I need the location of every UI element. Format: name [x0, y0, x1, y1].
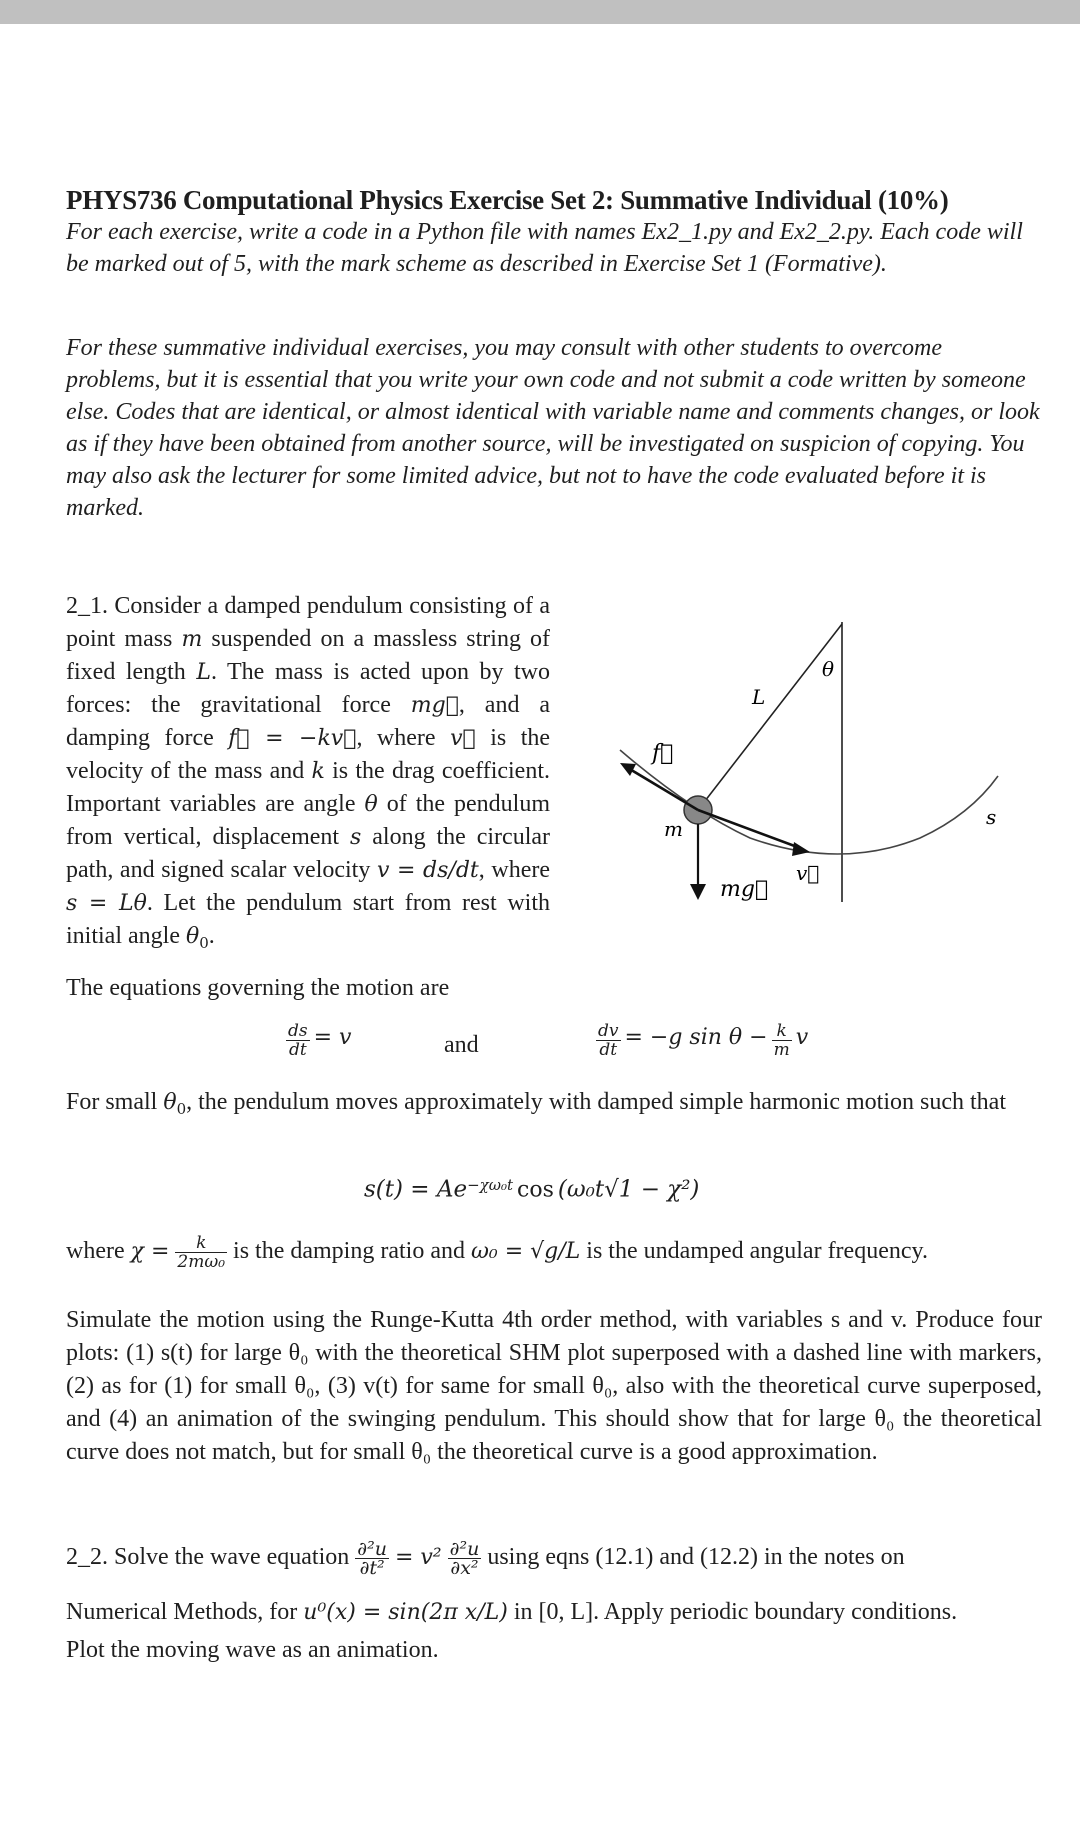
shm-equation: $s(t) = Ae^{-\chi\omega_0t}$ cos (ω₀t√1 − χ²)	[364, 1176, 700, 1203]
exercise-2-2-line-1: 2_2. Solve the wave equation $\frac{\text{∂²u}}{\text{∂t²}}$ = v² $\frac{\text{∂²u}}{\text{∂x²}}$ using eqns (12.1) and (12.2) in the notes on	[66, 1538, 905, 1579]
exercise-2-1-paragraph: 2_1. Consider a damped pendulum consisting of a point mass m suspended on a massless string of fixed length L. The mass is acted upon by two forces: the gravitational force mg⃗, and a damping force f⃗ = −kv⃗, where v⃗ is the velocity of the mass and k is the drag coefficient. Important variables are angle θ of the pendulum from vertical, displacement s along the circular path, and signed scalar velocity v = ds/dt, where s = Lθ. Let the pendulum start from rest with initial angle $\theta_0$.	[66, 593, 551, 952]
damping-force-arrow	[628, 768, 698, 810]
intro-paragraph-1: For each exercise, write a code in a Python file with names Ex2_1.py and Ex2_2.py. Each code will be marked out of 5, with the mark scheme as described in Exercise Set 1 (Formative).	[66, 219, 1023, 277]
damping-force-arrowhead	[620, 763, 636, 776]
exercise-2-2-line-3: Plot the moving wave as an animation.	[66, 1637, 439, 1663]
velocity-arrow	[698, 810, 800, 848]
intro-paragraph-2: For these summative individual exercises, you may consult with other students to overcome problems, but it is essential that you write your own code and not submit a code written by someone else. Codes that are identical, or almost identical with variable name and comments changes, or look as if they have been obtained from another source, will be investigated on suspicion of copying. You may also ask the lecturer for some limited advice, but not to have the code evaluated before it is marked.	[66, 335, 1040, 521]
simulate-paragraph: Simulate the motion using the Runge-Kutta 4th order method, with variables s and v. Produce four plots: (1) s(t) for large θ₀ with the theoretical SHM plot superposed with a dashed line with markers, (2) as for (1) for small θ₀, (3) v(t) for same for small θ₀, also with the theoretical curve superposed, and (4) an animation of the swinging pendulum. This should show that for large θ₀ the theoretical curve does not match, but for small θ₀ the theoretical curve is a good approximation.	[66, 1307, 1042, 1465]
exercise-2-2-line-2: Numerical Methods, for u⁰(x) = sin(2π x/L) in [0, L]. Apply periodic boundary conditions.	[66, 1599, 958, 1625]
equation-and: and	[444, 1032, 479, 1058]
small-angle-paragraph: For small $\theta_0$, the pendulum moves approximately with damped simple harmonic motion such that	[66, 1089, 1006, 1118]
diagram-label-theta: θ	[822, 657, 835, 681]
page-title: PHYS736 Computational Physics Exercise Set 2: Summative Individual (10%)	[66, 185, 949, 215]
equation-ds-dt: $\frac{ds}{dt}$ = v	[288, 1021, 352, 1060]
pendulum-string	[698, 624, 842, 810]
damping-ratio-line: where χ = $\frac{k}{\text{2mω₀}}$ is the damping ratio and ω₀ = √g/L is the undamped angular frequency.	[66, 1233, 928, 1272]
equation-dv-dt: $\frac{dv}{dt}$ = −g sin θ − $\frac{k}{m}$ v	[598, 1021, 809, 1060]
diagram-label-mg: mg⃗	[720, 877, 769, 902]
diagram-label-f: f⃗	[652, 741, 674, 766]
top-bar	[0, 0, 1080, 24]
diagram-label-v: v⃗	[796, 861, 820, 885]
pendulum-diagram	[600, 610, 1020, 910]
gravity-arrowhead	[690, 884, 706, 900]
diagram-label-m: m	[664, 817, 683, 841]
diagram-label-s: s	[986, 805, 997, 829]
velocity-arrowhead	[792, 842, 810, 856]
governing-text: The equations governing the motion are	[66, 975, 450, 1001]
diagram-label-L: L	[752, 685, 766, 709]
